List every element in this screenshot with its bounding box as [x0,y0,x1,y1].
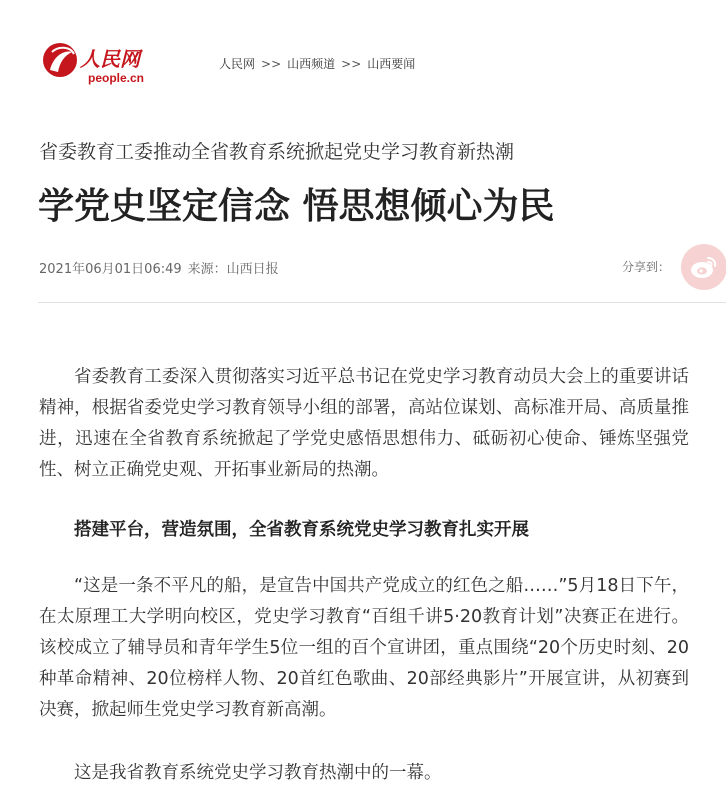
paragraph: 省委教育工委深入贯彻落实习近平总书记在党史学习教育动员大会上的重要讲话精神，根据省委党史学习教育领导小组的部署，高站位谋划、高标准开局、高质量推进，迅速在全省教育系统掀起了学党史感悟思想伟力、砥砺初心使命、锤炼坚强党性、树立正确党史观、开拓事业新局的热潮。 [39,367,689,480]
breadcrumb [219,55,415,72]
logo-wordmark: 人民网 [80,47,140,71]
source-name[interactable]: 山西日报 [226,262,279,277]
article-meta [39,258,279,277]
article-subtitle: 省委教育工委推动全省教育系统掀起党史学习教育新热潮 [39,141,515,163]
share-label: 分享到： [622,260,671,274]
publish-datetime: 2021年06月01日06:49 [39,262,182,277]
section-heading-text: 搭建平台，营造氛围，全省教育系统党史学习教育扎实开展 [74,520,529,540]
section-heading [39,515,689,546]
breadcrumb-item-shanxi-news[interactable]: 山西要闻 [367,57,416,71]
header-divider [38,302,726,303]
breadcrumb-item-people-cn[interactable]: 人民网 [219,57,256,71]
breadcrumb-item-shanxi-channel[interactable]: 山西频道 [287,57,336,71]
paragraph: 这是我省教育系统党史学习教育热潮中的一幕。 [74,763,442,783]
source-label: 来源： [187,262,227,277]
people-cn-logo[interactable] [40,40,160,88]
site-header [0,0,726,100]
paragraph: “这是一条不平凡的船，是宣告中国共产党成立的红色之船……”5月18日下午，在太原理工大学明向校区，党史学习教育“百组千讲5·20教育计划”决赛正在进行。该校成立了辅导员和青年学生5位一组的百个宣讲团，重点围绕“20个历史时刻、20种革命精神、20位榜样人物、20首红色歌曲、20部经典影片”开展宣讲，从初赛到决赛，掀起师生党史学习教育新高潮。 [39,576,689,720]
breadcrumb-separator: >> [261,57,282,71]
weibo-icon [690,254,718,280]
article-title: 学党史坚定信念 悟思想倾心为民 [38,186,555,227]
logo-mark-icon [40,40,160,88]
breadcrumb-separator: >> [341,57,362,71]
weibo-share-button[interactable] [681,244,726,290]
logo-domain: people.cn [88,71,145,85]
